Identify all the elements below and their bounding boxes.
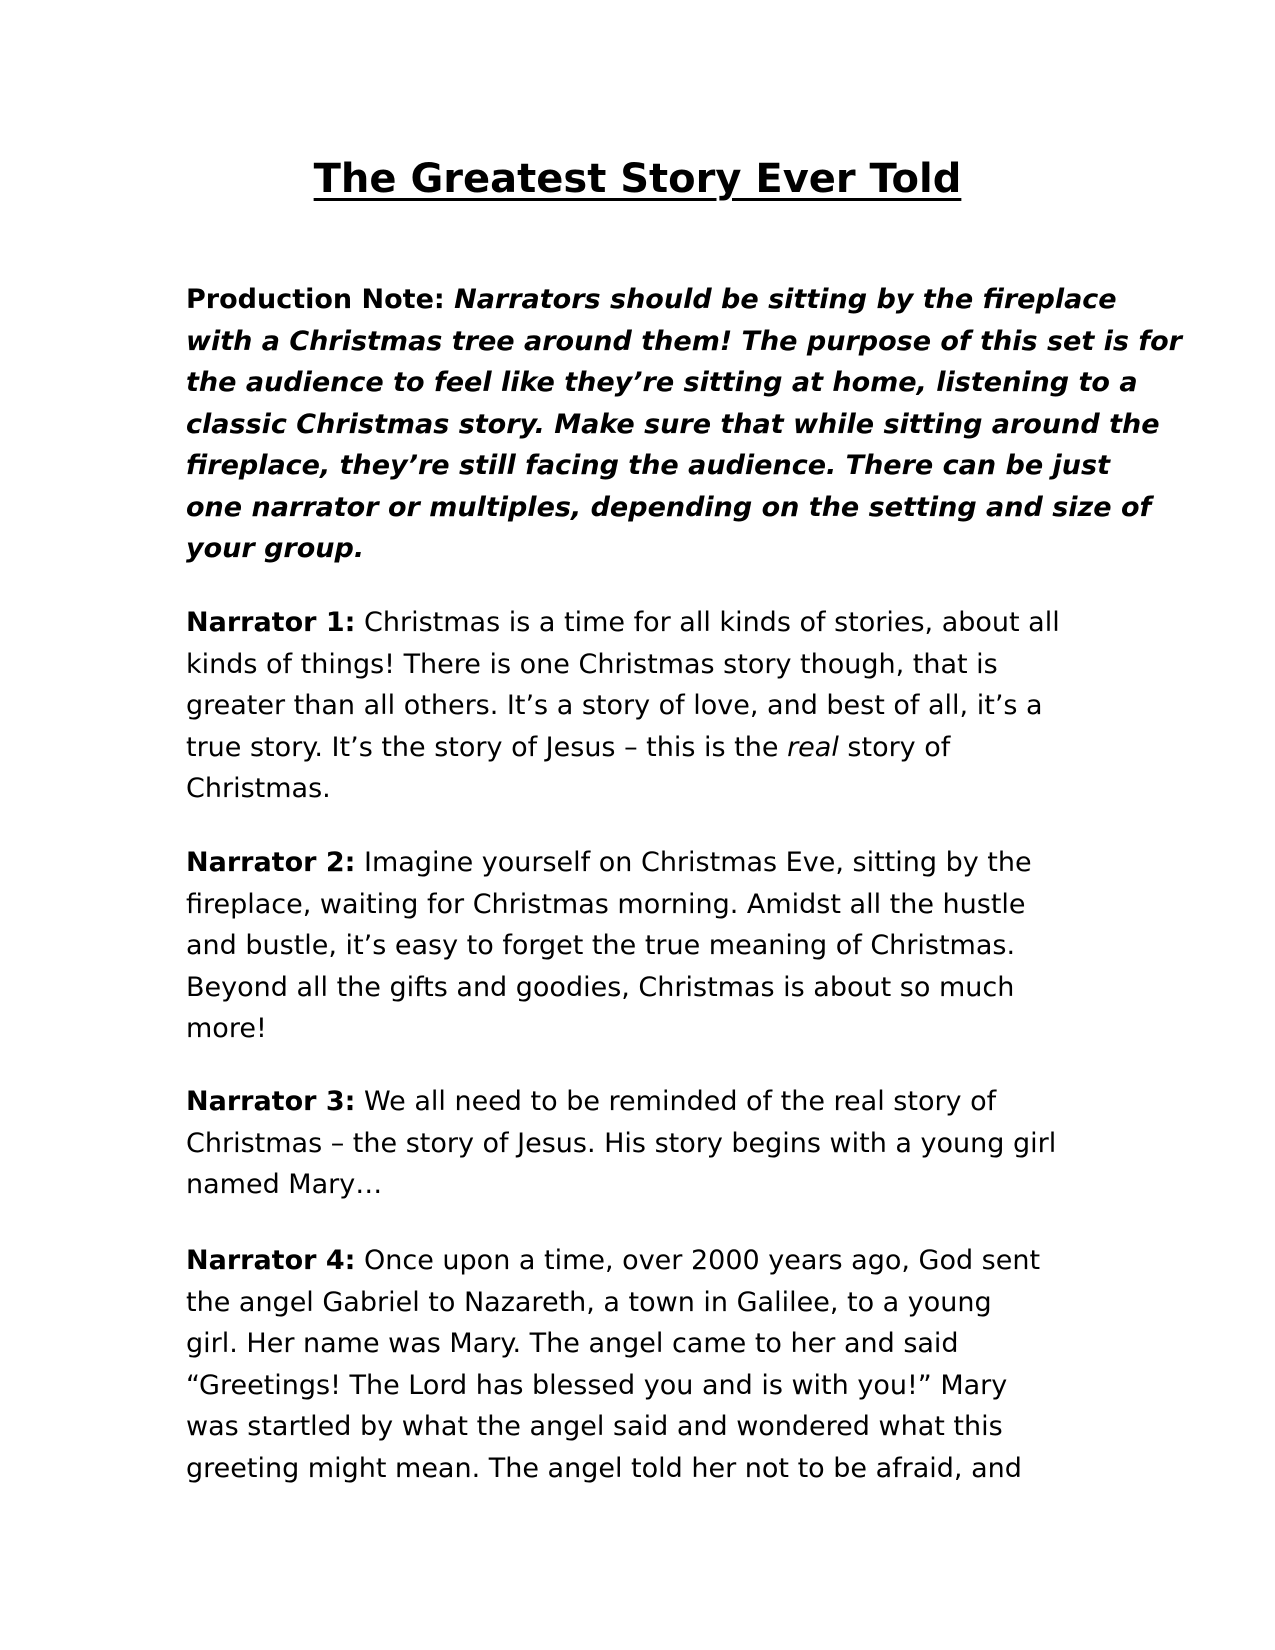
- production-note-line: classic Christmas story. Make sure that while sitting around the: [186, 408, 1160, 440]
- paragraph-line: was startled by what the angel said and wondered what this: [186, 1411, 1003, 1442]
- narrator-1-label: Narrator 1:: [186, 607, 356, 638]
- narrator-3-label: Narrator 3:: [186, 1086, 356, 1117]
- production-note-label: Production Note:: [186, 284, 445, 315]
- paragraph-line: fireplace, waiting for Christmas morning. Amidst all the hustle: [186, 888, 1026, 920]
- paragraph-line: Beyond all the gifts and goodies, Christmas is about so much: [186, 971, 1015, 1003]
- paragraph-line: more!: [186, 1013, 267, 1044]
- narrator-2-paragraph: [186, 842, 1076, 1050]
- paragraph-line: and bustle, it’s easy to forget the true meaning of Christmas.: [186, 930, 1016, 961]
- production-note-line: your group.: [186, 533, 365, 564]
- paragraph-line: true story. It’s the story of Jesus – this is the real story of: [186, 731, 951, 763]
- paragraph-line: kinds of things! There is one Christmas story though, that is: [186, 648, 998, 680]
- paragraph-line: Narrator 3: We all need to be reminded of the real story of: [186, 1086, 997, 1117]
- production-note: [186, 279, 1182, 570]
- narrator-2-label: Narrator 2:: [186, 847, 356, 878]
- paragraph-line: greater than all others. It’s a story of love, and best of all, it’s a: [186, 690, 1043, 721]
- narrator-4-paragraph: [186, 1240, 1076, 1489]
- narrator-4-label: Narrator 4:: [186, 1245, 356, 1276]
- emphasis-real: real: [787, 731, 839, 763]
- production-note-line: the audience to feel like they’re sitting at home, listening to a: [186, 367, 1138, 398]
- production-note-line: one narrator or multiples, depending on the setting and size of: [186, 491, 1152, 523]
- page-title: The Greatest Story Ever Told: [313, 156, 962, 202]
- paragraph-line: the angel Gabriel to Nazareth, a town in Galilee, to a young: [186, 1286, 992, 1318]
- paragraph-line: Narrator 2: Imagine yourself on Christmas Eve, sitting by the: [186, 847, 1032, 878]
- production-note-line: fireplace, they’re still facing the audience. There can be just: [186, 450, 1110, 481]
- paragraph-line: Christmas – the story of Jesus. His story begins with a young girl: [186, 1127, 1057, 1159]
- narrator-3-paragraph: [186, 1081, 1076, 1206]
- paragraph-line: Christmas.: [186, 773, 331, 804]
- paragraph-line: greeting might mean. The angel told her not to be afraid, and: [186, 1452, 1022, 1484]
- paragraph-line: Narrator 4: Once upon a time, over 2000 years ago, God sent: [186, 1245, 1041, 1276]
- narrator-1-paragraph: [186, 602, 1076, 810]
- paragraph-line: Narrator 1: Christmas is a time for all kinds of stories, about all: [186, 607, 1060, 638]
- paragraph-line: “Greetings! The Lord has blessed you and is with you!” Mary: [186, 1369, 1008, 1401]
- production-note-line: with a Christmas tree around them! The purpose of this set is for: [186, 325, 1182, 357]
- paragraph-line: girl. Her name was Mary. The angel came to her and said: [186, 1328, 959, 1359]
- production-note-line: Production Note: Narrators should be sitting by the fireplace: [186, 284, 1117, 315]
- paragraph-line: named Mary…: [186, 1169, 383, 1200]
